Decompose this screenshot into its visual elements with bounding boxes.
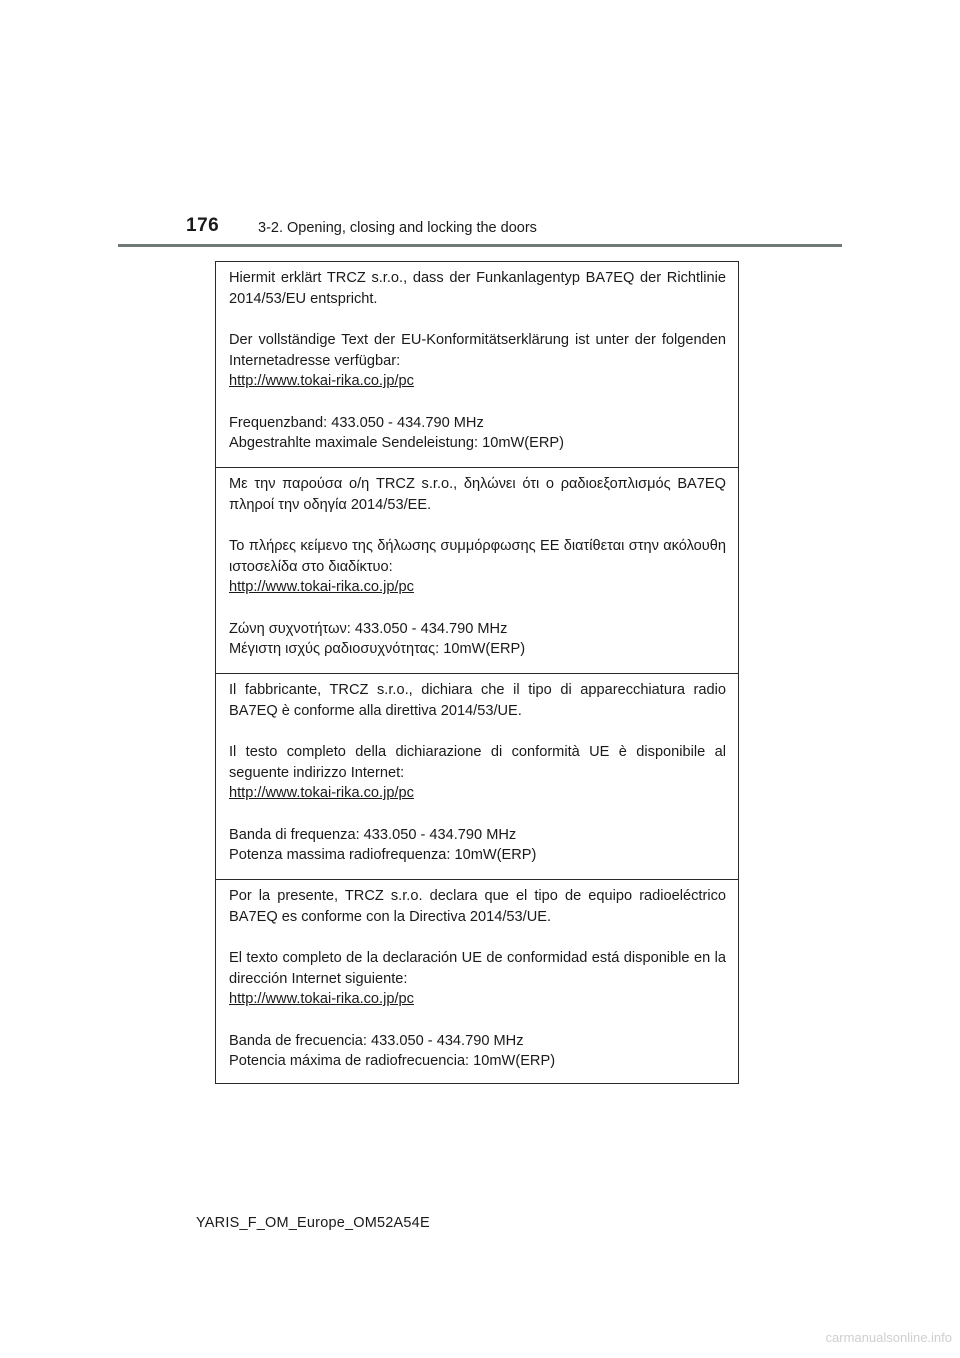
radio-specs	[229, 413, 726, 454]
declaration-text: Por la presente, TRCZ s.r.o. declara que el tipo de equipo radioeléctrico BA7EQ es conforme con la Directiva 2014/53/UE.	[229, 888, 726, 925]
declaration-url-link[interactable]: http://www.tokai-rika.co.jp/pc	[229, 579, 414, 595]
declaration-block-spanish	[216, 880, 738, 1083]
availability-label: Το πλήρες κείμενο της δήλωσης συμμόρφωσης ΕΕ διατίθεται στην ακόλουθη ιστοσελίδα στο διαδίκτυο:	[229, 538, 726, 575]
page-number: 176	[186, 215, 220, 236]
availability-label: Il testo completo della dichiarazione di conformità UE è disponibile al seguente indirizzo Internet:	[229, 744, 726, 781]
declaration-url-link[interactable]: http://www.tokai-rika.co.jp/pc	[229, 991, 414, 1007]
max-power: Abgestrahlte maximale Sendeleistung: 10mW(ERP)	[229, 435, 564, 451]
max-power: Potenza massima radiofrequenza: 10mW(ERP)	[229, 847, 537, 863]
availability-text	[229, 948, 726, 1010]
declaration-text: Με την παρούσα ο/η TRCZ s.r.o., δηλώνει ότι ο ραδιοεξοπλισμός BA7EQ πληροί την οδηγία 2014/53/ΕΕ.	[229, 476, 726, 513]
frequency-band: Ζώνη συχνοτήτων: 433.050 - 434.790 MHz	[229, 620, 508, 637]
availability-text	[229, 330, 726, 392]
declaration-block-german	[216, 262, 738, 468]
declaration-url-link[interactable]: http://www.tokai-rika.co.jp/pc	[229, 373, 414, 389]
declaration-block-greek	[216, 468, 738, 674]
header-divider	[118, 244, 842, 247]
frequency-band: Banda di frequenza: 433.050 - 434.790 MHz	[229, 826, 517, 843]
document-code-footer: YARIS_F_OM_Europe_OM52A54E	[196, 1215, 430, 1231]
declaration-text: Il fabbricante, TRCZ s.r.o., dichiara che il tipo di apparecchiatura radio BA7EQ è conforme alla direttiva 2014/53/UE.	[229, 682, 726, 719]
max-power: Μέγιστη ισχύς ραδιοσυχνότητας: 10mW(ERP)	[229, 641, 526, 657]
frequency-band: Frequenzband: 433.050 - 434.790 MHz	[229, 414, 484, 431]
declaration-text: Hiermit erklärt TRCZ s.r.o., dass der Funkanlagentyp BA7EQ der Richtlinie 2014/53/EU entspricht.	[229, 270, 726, 307]
radio-specs	[229, 619, 726, 660]
frequency-band: Banda de frecuencia: 433.050 - 434.790 MHz	[229, 1032, 524, 1049]
declaration-block-italian	[216, 674, 738, 880]
availability-label: El texto completo de la declaración UE de conformidad está disponible en la dirección Internet siguiente:	[229, 950, 726, 987]
page-header	[0, 0, 960, 250]
declaration-url-link[interactable]: http://www.tokai-rika.co.jp/pc	[229, 785, 414, 801]
section-title: 3-2. Opening, closing and locking the doors	[258, 220, 537, 236]
radio-specs	[229, 1031, 726, 1072]
radio-specs	[229, 825, 726, 866]
availability-text	[229, 536, 726, 598]
site-watermark: carmanualsonline.info	[825, 1330, 952, 1345]
availability-text	[229, 742, 726, 804]
max-power: Potencia máxima de radiofrecuencia: 10mW(ERP)	[229, 1053, 556, 1069]
availability-label: Der vollständige Text der EU-Konformitätserklärung ist unter der folgenden Internetadresse verfügbar:	[229, 332, 726, 369]
eu-declaration-table	[215, 261, 739, 1084]
